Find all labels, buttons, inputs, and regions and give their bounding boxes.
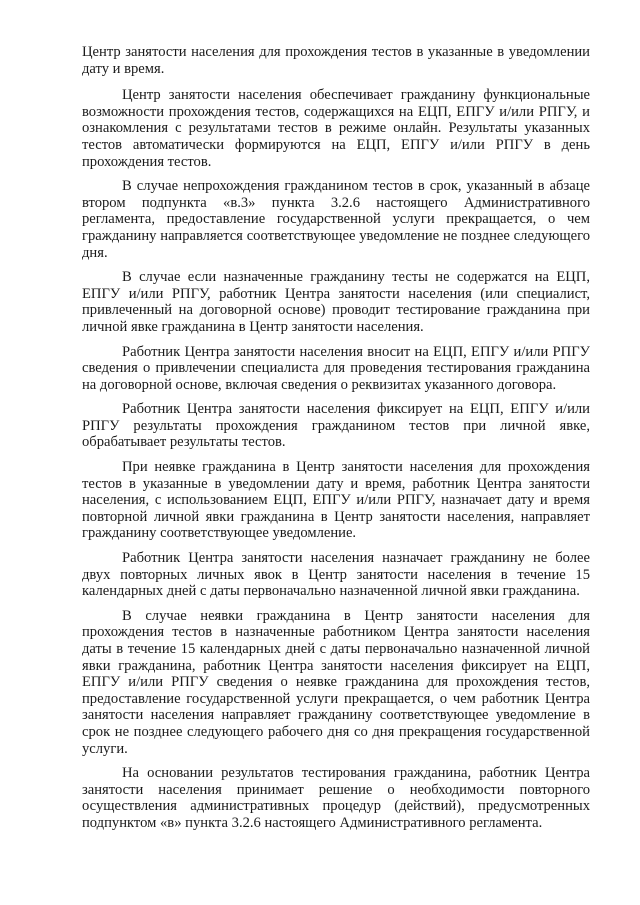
paragraph-9: В случае неявки гражданина в Центр занятости населения для прохождения тестов в назначенные работником Центра занятости населения даты в течение 15 календарных дней с даты первоначально назначенной личной явки гражданина, работник Центра занятости населения фиксирует на ЕЦП, ЕПГУ и/или РПГУ сведения о неявке гражданина для прохождения тестов, предоставление государственной услуги прекращается, о чем работник Центра занятости населения направляет гражданину соответствующее уведомление в срок не позднее следующего рабочего дня со дня прекращения государственной услуги. — [82, 607, 590, 757]
paragraph-2: Центр занятости населения обеспечивает гражданину функциональные возможности прохождения тестов, содержащихся на ЕЦП, ЕПГУ и/или РПГУ, и ознакомления с результатами тестов в режиме онлайн. Результаты указанных тестов автоматически формируются на ЕЦП, ЕПГУ и/или РПГУ в день прохождения тестов. — [82, 87, 590, 170]
paragraph-8: Работник Центра занятости населения назначает гражданину не более двух повторных личных явок в Центр занятости населения в течение 15 календарных дней с даты первоначально назначенной личной явки гражданина. — [82, 550, 590, 600]
paragraph-5: Работник Центра занятости населения вносит на ЕЦП, ЕПГУ и/или РПГУ сведения о привлечении специалиста для проведения тестирования гражданина на договорной основе, включая сведения о реквизитах указанного договора. — [82, 343, 590, 393]
paragraph-1: Центр занятости населения для прохождения тестов в указанные в уведомлении дату и время. — [82, 44, 590, 77]
paragraph-10: На основании результатов тестирования гражданина, работник Центра занятости населения принимает решение о необходимости повторного осуществления административных процедур (действий), предусмотренных подпунктом «в» пункта 3.2.6 настоящего Административного регламента. — [82, 765, 590, 831]
paragraph-7: При неявке гражданина в Центр занятости населения для прохождения тестов в указанные в уведомлении дату и время, работник Центра занятости населения, с использованием ЕЦП, ЕПГУ и/или РПГУ, назначает дату и время повторной личной явки гражданина в Центр занятости населения, направляет гражданину соответствующее уведомление. — [82, 459, 590, 542]
paragraph-6: Работник Центра занятости населения фиксирует на ЕЦП, ЕПГУ и/или РПГУ результаты прохождения гражданином тестов при личной явке, обрабатывает результаты тестов. — [82, 401, 590, 451]
paragraph-3: В случае непрохождения гражданином тестов в срок, указанный в абзаце втором подпункта «в.3» пункта 3.2.6 настоящего Административного регламента, предоставление государственной услуги прекращается, о чем гражданину направляется соответствующее уведомление не позднее следующего дня. — [82, 178, 590, 261]
paragraph-4: В случае если назначенные гражданину тесты не содержатся на ЕЦП, ЕПГУ и/или РПГУ, работник Центра занятости населения (или специалист, привлеченный на договорной основе) проводит тестирование гражданина при личной явке гражданина в Центр занятости населения. — [82, 269, 590, 335]
document-page — [82, 44, 590, 840]
